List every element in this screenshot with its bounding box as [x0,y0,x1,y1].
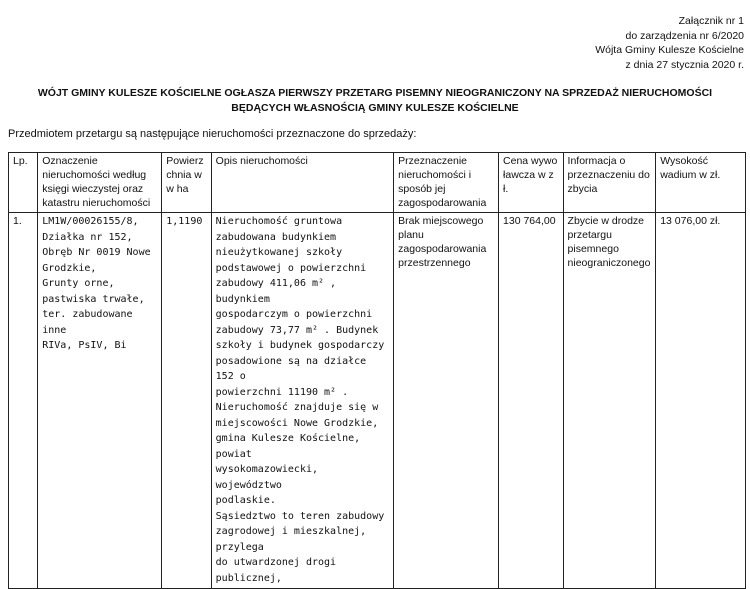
opis-line: nieużytkowanej szkoły [215,247,343,258]
opis-line: Sąsiedztwo to teren zabudowy [215,510,385,522]
cell-cena: 130 764,00 [499,213,564,589]
oznaczenie-line: Grodzkie, [42,262,97,274]
oznaczenie-line: pastwiska trwałe, [42,293,145,305]
document-title [0,86,750,115]
oznaczenie-line: Działka nr 152, [42,231,133,243]
header-lp: Lp. [9,153,38,213]
oznaczenie-line: Obręb Nr 0019 Nowe [42,247,151,258]
table-row [9,213,746,589]
annex-header [595,14,744,72]
oznaczenie-line: LM1W/00026155/8, [42,216,139,227]
header-cena: Cena wywoławcza w zł. [499,153,564,213]
annex-line: do zarządzenia nr 6/2020 [625,29,744,42]
annex-line: z dnia 27 stycznia 2020 r. [625,58,744,71]
opis-line: gmina Kulesze Kościelne, powiat [215,433,361,460]
opis-line: zabudowana budynkiem [215,231,337,243]
opis-line: szkoły i budynek gospodarczy [215,340,385,351]
opis-line: powierzchni 11190 m² . [215,386,349,398]
opis-line: podstawowej o powierzchni [215,262,367,274]
annex-line: Załącznik nr 1 [678,15,744,27]
header-powierzchnia: Powierzchnia w w ha [162,153,211,213]
oznaczenie-line: Grunty orne, [42,278,115,289]
cell-wadium: 13 076,00 zł. [656,213,746,589]
opis-line: wysokomazowiecki, województwo [215,464,319,491]
opis-line: podlaskie. [215,495,276,506]
opis-line: gospodarczym o powierzchni [215,309,373,320]
cell-opis [211,213,394,589]
cell-informacja: Zbycie w drodze przetargu pisemnego nieograniczonego [563,213,656,589]
header-informacja: Informacja o przeznaczeniu do zbycia [563,153,656,213]
header-oznaczenie: Oznaczenie nieruchomości według księgi wieczystej oraz katastru nieruchomości [38,153,162,213]
cell-lp: 1. [9,213,38,589]
opis-line: miejscowości Nowe Grodzkie, [215,417,379,429]
opis-line: Nieruchomość gruntowa [215,216,343,227]
intro-text: Przedmiotem przetargu są następujące nieruchomości przeznaczone do sprzedaży: [8,128,417,140]
property-table [8,152,746,589]
annex-line: Wójta Gminy Kulesze Kościelne [595,44,744,56]
oznaczenie-line: RIVa, PsIV, Bi [42,340,127,351]
table-header-row [9,153,746,213]
opis-line: zabudowy 411,06 m² , budynkiem [215,278,337,305]
title-line: BĘDĄCYCH WŁASNOŚCIĄ GMINY KULESZE KOŚCIELNE [231,101,519,114]
cell-przeznaczenie: Brak miejscowego planu zagospodarowania przestrzennego [394,213,499,589]
title-line: WÓJT GMINY KULESZE KOŚCIELNE OGŁASZA PIERWSZY PRZETARG PISEMNY NIEOGRANICZONY NA SPRZEDAŻ NIERUCHOMOŚCI [37,87,713,99]
opis-line: do utwardzonej drogi publicznej, [215,557,337,584]
opis-line: zagrodowej i mieszkalnej, przylega [215,526,367,553]
header-opis: Opis nieruchomości [211,153,394,213]
opis-line: zabudowy 73,77 m² . Budynek [215,324,379,336]
opis-line: Nieruchomość znajduje się w [215,402,379,413]
cell-oznaczenie [38,213,162,589]
oznaczenie-line: ter. zabudowane inne [42,309,133,336]
cell-powierzchnia: 1,1190 [162,213,211,589]
header-wadium: Wysokość wadium w zł. [656,153,746,213]
opis-line: posadowione są na działce 152 o [215,355,367,382]
header-przeznaczenie: Przeznaczenie nieruchomości i sposób jej zagospodarowania [394,153,499,213]
